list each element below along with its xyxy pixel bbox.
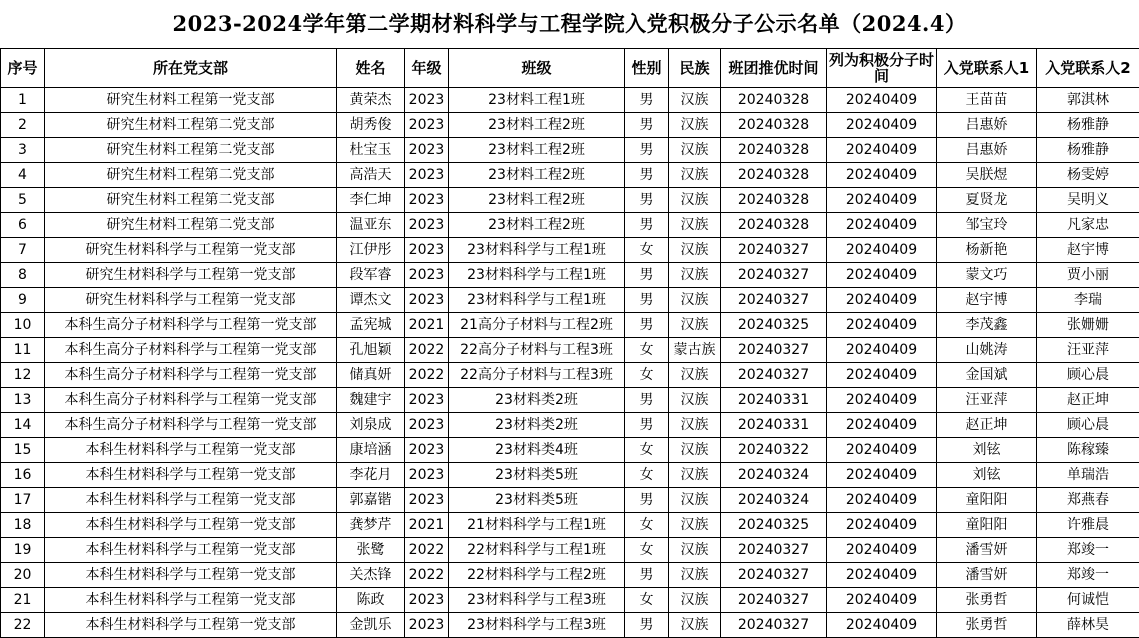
cell-contact-2: 郭淇林 [1037, 88, 1139, 113]
cell-ethnicity: 汉族 [669, 113, 721, 138]
table-row [1, 238, 1139, 263]
cell-grade: 2021 [405, 513, 449, 538]
cell-ethnicity: 汉族 [669, 313, 721, 338]
table-body [1, 88, 1139, 638]
table-row [1, 138, 1139, 163]
cell-ethnicity: 汉族 [669, 413, 721, 438]
cell-ethnicity: 汉族 [669, 588, 721, 613]
cell-grade: 2023 [405, 613, 449, 638]
cell-ethnicity: 汉族 [669, 188, 721, 213]
cell-recommend-date: 20240331 [721, 413, 827, 438]
cell-grade: 2023 [405, 238, 449, 263]
table-row [1, 313, 1139, 338]
cell-name: 李仁坤 [337, 188, 405, 213]
cell-contact-2: 顾心晨 [1037, 363, 1139, 388]
table-row [1, 363, 1139, 388]
cell-name: 孔旭颖 [337, 338, 405, 363]
cell-recommend-date: 20240327 [721, 238, 827, 263]
cell-gender: 女 [625, 238, 669, 263]
cell-contact-2: 吴明义 [1037, 188, 1139, 213]
header-row [1, 49, 1139, 88]
cell-gender: 男 [625, 413, 669, 438]
cell-contact-2: 汪亚萍 [1037, 338, 1139, 363]
cell-recommend-date: 20240331 [721, 388, 827, 413]
cell-contact-2: 赵正坤 [1037, 388, 1139, 413]
cell-recommend-date: 20240324 [721, 488, 827, 513]
cell-grade: 2021 [405, 313, 449, 338]
cell-class: 22材料科学与工程2班 [449, 563, 625, 588]
table-row [1, 338, 1139, 363]
table-row [1, 613, 1139, 638]
cell-contact-2: 杨雅静 [1037, 113, 1139, 138]
cell-contact-1: 潘雪妍 [937, 563, 1037, 588]
cell-activist-date: 20240409 [827, 363, 937, 388]
cell-branch: 本科生材料科学与工程第一党支部 [45, 488, 337, 513]
cell-ethnicity: 汉族 [669, 563, 721, 588]
cell-ethnicity: 汉族 [669, 213, 721, 238]
cell-index: 8 [1, 263, 45, 288]
cell-class: 23材料工程2班 [449, 188, 625, 213]
cell-class: 23材料科学与工程3班 [449, 588, 625, 613]
cell-branch: 本科生高分子材料科学与工程第一党支部 [45, 413, 337, 438]
cell-index: 15 [1, 438, 45, 463]
cell-activist-date: 20240409 [827, 438, 937, 463]
column-header-ethnicity: 民族 [669, 49, 721, 88]
cell-name: 李花月 [337, 463, 405, 488]
cell-recommend-date: 20240325 [721, 313, 827, 338]
cell-ethnicity: 汉族 [669, 163, 721, 188]
cell-ethnicity: 汉族 [669, 238, 721, 263]
cell-gender: 男 [625, 138, 669, 163]
cell-name: 康培涵 [337, 438, 405, 463]
cell-branch: 本科生材料科学与工程第一党支部 [45, 563, 337, 588]
cell-activist-date: 20240409 [827, 113, 937, 138]
cell-recommend-date: 20240327 [721, 563, 827, 588]
cell-gender: 男 [625, 313, 669, 338]
cell-contact-2: 郑竣一 [1037, 538, 1139, 563]
cell-gender: 女 [625, 588, 669, 613]
cell-branch: 研究生材料科学与工程第一党支部 [45, 263, 337, 288]
table-row [1, 413, 1139, 438]
cell-ethnicity: 汉族 [669, 538, 721, 563]
cell-index: 4 [1, 163, 45, 188]
cell-recommend-date: 20240328 [721, 188, 827, 213]
cell-grade: 2023 [405, 88, 449, 113]
cell-contact-2: 郑竣一 [1037, 563, 1139, 588]
cell-contact-1: 刘铉 [937, 463, 1037, 488]
cell-activist-date: 20240409 [827, 588, 937, 613]
cell-grade: 2023 [405, 588, 449, 613]
cell-contact-2: 贾小丽 [1037, 263, 1139, 288]
cell-gender: 男 [625, 163, 669, 188]
table-row [1, 488, 1139, 513]
cell-activist-date: 20240409 [827, 613, 937, 638]
cell-index: 14 [1, 413, 45, 438]
cell-branch: 本科生高分子材料科学与工程第一党支部 [45, 363, 337, 388]
cell-contact-1: 吕惠娇 [937, 138, 1037, 163]
cell-branch: 本科生材料科学与工程第一党支部 [45, 538, 337, 563]
cell-gender: 女 [625, 538, 669, 563]
cell-grade: 2023 [405, 138, 449, 163]
cell-grade: 2023 [405, 163, 449, 188]
table-row [1, 538, 1139, 563]
column-header-grade: 年级 [405, 49, 449, 88]
cell-ethnicity: 汉族 [669, 138, 721, 163]
cell-class: 23材料类2班 [449, 388, 625, 413]
cell-class: 23材料科学与工程3班 [449, 613, 625, 638]
cell-name: 孟宪城 [337, 313, 405, 338]
cell-recommend-date: 20240327 [721, 338, 827, 363]
cell-index: 13 [1, 388, 45, 413]
cell-class: 21材料科学与工程1班 [449, 513, 625, 538]
cell-branch: 本科生高分子材料科学与工程第一党支部 [45, 338, 337, 363]
cell-name: 高浩天 [337, 163, 405, 188]
table-row [1, 438, 1139, 463]
cell-activist-date: 20240409 [827, 288, 937, 313]
cell-activist-date: 20240409 [827, 188, 937, 213]
cell-class: 23材料科学与工程1班 [449, 238, 625, 263]
cell-branch: 本科生材料科学与工程第一党支部 [45, 463, 337, 488]
cell-contact-1: 汪亚萍 [937, 388, 1037, 413]
cell-index: 11 [1, 338, 45, 363]
column-header-recommend-date: 班团推优时间 [721, 49, 827, 88]
column-header-class: 班级 [449, 49, 625, 88]
table-row [1, 563, 1139, 588]
cell-recommend-date: 20240327 [721, 588, 827, 613]
cell-contact-2: 单瑞浩 [1037, 463, 1139, 488]
cell-gender: 男 [625, 488, 669, 513]
cell-index: 20 [1, 563, 45, 588]
cell-index: 7 [1, 238, 45, 263]
cell-contact-2: 张姗姗 [1037, 313, 1139, 338]
table-row [1, 88, 1139, 113]
cell-class: 23材料类2班 [449, 413, 625, 438]
cell-contact-1: 吕惠娇 [937, 113, 1037, 138]
cell-grade: 2023 [405, 113, 449, 138]
cell-name: 储真妍 [337, 363, 405, 388]
cell-class: 23材料科学与工程1班 [449, 263, 625, 288]
cell-name: 胡秀俊 [337, 113, 405, 138]
table-row [1, 263, 1139, 288]
cell-recommend-date: 20240327 [721, 363, 827, 388]
cell-contact-1: 吴朕煜 [937, 163, 1037, 188]
cell-activist-date: 20240409 [827, 538, 937, 563]
cell-gender: 女 [625, 363, 669, 388]
cell-name: 金凯乐 [337, 613, 405, 638]
cell-class: 23材料工程2班 [449, 213, 625, 238]
column-header-branch: 所在党支部 [45, 49, 337, 88]
cell-branch: 本科生材料科学与工程第一党支部 [45, 513, 337, 538]
cell-contact-1: 邹宝玲 [937, 213, 1037, 238]
cell-contact-2: 杨雯婷 [1037, 163, 1139, 188]
cell-activist-date: 20240409 [827, 338, 937, 363]
cell-class: 23材料科学与工程1班 [449, 288, 625, 313]
cell-contact-1: 山姚涛 [937, 338, 1037, 363]
cell-branch: 本科生材料科学与工程第一党支部 [45, 613, 337, 638]
table-row [1, 588, 1139, 613]
cell-name: 黄荣杰 [337, 88, 405, 113]
cell-branch: 研究生材料工程第二党支部 [45, 188, 337, 213]
cell-ethnicity: 汉族 [669, 613, 721, 638]
cell-gender: 男 [625, 88, 669, 113]
cell-contact-1: 李茂鑫 [937, 313, 1037, 338]
cell-branch: 研究生材料工程第二党支部 [45, 138, 337, 163]
cell-branch: 本科生高分子材料科学与工程第一党支部 [45, 388, 337, 413]
table-row [1, 213, 1139, 238]
cell-branch: 研究生材料工程第一党支部 [45, 88, 337, 113]
cell-class: 23材料类4班 [449, 438, 625, 463]
cell-name: 陈政 [337, 588, 405, 613]
cell-name: 龚梦芹 [337, 513, 405, 538]
cell-activist-date: 20240409 [827, 413, 937, 438]
cell-contact-1: 童阳阳 [937, 488, 1037, 513]
cell-contact-1: 赵宇博 [937, 288, 1037, 313]
cell-class: 23材料类5班 [449, 488, 625, 513]
cell-gender: 男 [625, 263, 669, 288]
column-header-gender: 性别 [625, 49, 669, 88]
roster-table [0, 48, 1139, 638]
cell-recommend-date: 20240327 [721, 613, 827, 638]
cell-branch: 本科生材料科学与工程第一党支部 [45, 588, 337, 613]
cell-activist-date: 20240409 [827, 463, 937, 488]
cell-recommend-date: 20240327 [721, 263, 827, 288]
cell-recommend-date: 20240328 [721, 113, 827, 138]
cell-contact-2: 薛林昊 [1037, 613, 1139, 638]
table-row [1, 463, 1139, 488]
cell-gender: 女 [625, 338, 669, 363]
cell-grade: 2023 [405, 413, 449, 438]
cell-name: 刘泉成 [337, 413, 405, 438]
cell-class: 23材料类5班 [449, 463, 625, 488]
cell-recommend-date: 20240328 [721, 213, 827, 238]
cell-branch: 本科生材料科学与工程第一党支部 [45, 438, 337, 463]
cell-activist-date: 20240409 [827, 388, 937, 413]
cell-index: 9 [1, 288, 45, 313]
cell-recommend-date: 20240327 [721, 538, 827, 563]
cell-class: 23材料工程2班 [449, 163, 625, 188]
table-row [1, 288, 1139, 313]
cell-grade: 2023 [405, 188, 449, 213]
cell-recommend-date: 20240328 [721, 138, 827, 163]
cell-activist-date: 20240409 [827, 88, 937, 113]
cell-contact-1: 潘雪妍 [937, 538, 1037, 563]
cell-gender: 男 [625, 213, 669, 238]
cell-contact-1: 王苗苗 [937, 88, 1037, 113]
cell-grade: 2022 [405, 563, 449, 588]
cell-ethnicity: 汉族 [669, 263, 721, 288]
cell-ethnicity: 汉族 [669, 488, 721, 513]
cell-grade: 2023 [405, 388, 449, 413]
cell-contact-1: 蒙文巧 [937, 263, 1037, 288]
column-header-contact-2: 入党联系人2 [1037, 49, 1139, 88]
column-header-contact-1: 入党联系人1 [937, 49, 1037, 88]
cell-ethnicity: 蒙古族 [669, 338, 721, 363]
cell-grade: 2023 [405, 438, 449, 463]
cell-activist-date: 20240409 [827, 238, 937, 263]
cell-contact-2: 顾心晨 [1037, 413, 1139, 438]
cell-ethnicity: 汉族 [669, 88, 721, 113]
column-header-index: 序号 [1, 49, 45, 88]
cell-name: 温亚东 [337, 213, 405, 238]
cell-index: 5 [1, 188, 45, 213]
table-row [1, 188, 1139, 213]
cell-grade: 2022 [405, 338, 449, 363]
cell-gender: 男 [625, 188, 669, 213]
cell-contact-2: 杨雅静 [1037, 138, 1139, 163]
cell-gender: 女 [625, 438, 669, 463]
cell-ethnicity: 汉族 [669, 438, 721, 463]
cell-name: 关杰锋 [337, 563, 405, 588]
cell-recommend-date: 20240322 [721, 438, 827, 463]
cell-ethnicity: 汉族 [669, 288, 721, 313]
cell-contact-1: 金国斌 [937, 363, 1037, 388]
cell-activist-date: 20240409 [827, 263, 937, 288]
cell-ethnicity: 汉族 [669, 388, 721, 413]
table-row [1, 163, 1139, 188]
cell-activist-date: 20240409 [827, 163, 937, 188]
cell-class: 22高分子材料与工程3班 [449, 363, 625, 388]
cell-activist-date: 20240409 [827, 213, 937, 238]
cell-gender: 男 [625, 113, 669, 138]
cell-branch: 研究生材料工程第二党支部 [45, 163, 337, 188]
cell-name: 张鹭 [337, 538, 405, 563]
cell-gender: 男 [625, 388, 669, 413]
cell-recommend-date: 20240328 [721, 163, 827, 188]
cell-activist-date: 20240409 [827, 513, 937, 538]
page-title: 2023-2024学年第二学期材料科学与工程学院入党积极分子公示名单（2024.4） [0, 0, 1139, 48]
cell-class: 23材料工程2班 [449, 138, 625, 163]
cell-index: 3 [1, 138, 45, 163]
cell-name: 郭嘉锴 [337, 488, 405, 513]
cell-grade: 2022 [405, 363, 449, 388]
cell-contact-1: 张勇哲 [937, 588, 1037, 613]
cell-index: 18 [1, 513, 45, 538]
table-row [1, 388, 1139, 413]
cell-ethnicity: 汉族 [669, 513, 721, 538]
cell-activist-date: 20240409 [827, 313, 937, 338]
table-row [1, 513, 1139, 538]
cell-contact-1: 杨新艳 [937, 238, 1037, 263]
cell-recommend-date: 20240325 [721, 513, 827, 538]
column-header-name: 姓名 [337, 49, 405, 88]
table-header [1, 49, 1139, 88]
cell-name: 杜宝玉 [337, 138, 405, 163]
cell-grade: 2023 [405, 213, 449, 238]
cell-index: 6 [1, 213, 45, 238]
cell-index: 10 [1, 313, 45, 338]
cell-contact-2: 赵宇博 [1037, 238, 1139, 263]
cell-contact-2: 陈稼臻 [1037, 438, 1139, 463]
cell-gender: 女 [625, 463, 669, 488]
cell-name: 江伊彤 [337, 238, 405, 263]
cell-name: 谭杰文 [337, 288, 405, 313]
cell-contact-2: 凡家忠 [1037, 213, 1139, 238]
cell-class: 23材料工程1班 [449, 88, 625, 113]
cell-index: 21 [1, 588, 45, 613]
cell-contact-2: 郑燕春 [1037, 488, 1139, 513]
cell-recommend-date: 20240327 [721, 288, 827, 313]
cell-activist-date: 20240409 [827, 138, 937, 163]
cell-grade: 2023 [405, 488, 449, 513]
cell-branch: 研究生材料工程第二党支部 [45, 113, 337, 138]
cell-grade: 2023 [405, 263, 449, 288]
cell-branch: 研究生材料科学与工程第一党支部 [45, 288, 337, 313]
cell-contact-2: 何诚恺 [1037, 588, 1139, 613]
cell-contact-1: 刘铉 [937, 438, 1037, 463]
cell-contact-2: 许雅晨 [1037, 513, 1139, 538]
cell-gender: 男 [625, 288, 669, 313]
cell-grade: 2023 [405, 288, 449, 313]
cell-class: 23材料工程2班 [449, 113, 625, 138]
cell-gender: 男 [625, 563, 669, 588]
cell-index: 19 [1, 538, 45, 563]
column-header-activist-date: 列为积极分子时间 [827, 49, 937, 88]
cell-branch: 研究生材料科学与工程第一党支部 [45, 238, 337, 263]
cell-activist-date: 20240409 [827, 563, 937, 588]
cell-ethnicity: 汉族 [669, 463, 721, 488]
cell-grade: 2022 [405, 538, 449, 563]
cell-name: 段军睿 [337, 263, 405, 288]
cell-gender: 女 [625, 513, 669, 538]
cell-recommend-date: 20240328 [721, 88, 827, 113]
cell-index: 2 [1, 113, 45, 138]
table-row [1, 113, 1139, 138]
cell-index: 12 [1, 363, 45, 388]
cell-grade: 2023 [405, 463, 449, 488]
cell-gender: 男 [625, 613, 669, 638]
cell-branch: 研究生材料工程第二党支部 [45, 213, 337, 238]
cell-class: 21高分子材料与工程2班 [449, 313, 625, 338]
cell-index: 16 [1, 463, 45, 488]
cell-ethnicity: 汉族 [669, 363, 721, 388]
cell-index: 22 [1, 613, 45, 638]
cell-activist-date: 20240409 [827, 488, 937, 513]
cell-name: 魏建宇 [337, 388, 405, 413]
cell-contact-1: 童阳阳 [937, 513, 1037, 538]
cell-branch: 本科生高分子材料科学与工程第一党支部 [45, 313, 337, 338]
cell-index: 17 [1, 488, 45, 513]
cell-contact-1: 赵正坤 [937, 413, 1037, 438]
cell-contact-2: 李瑞 [1037, 288, 1139, 313]
cell-contact-1: 夏贤龙 [937, 188, 1037, 213]
cell-recommend-date: 20240324 [721, 463, 827, 488]
cell-index: 1 [1, 88, 45, 113]
cell-class: 22材料科学与工程1班 [449, 538, 625, 563]
cell-class: 22高分子材料与工程3班 [449, 338, 625, 363]
cell-contact-1: 张勇哲 [937, 613, 1037, 638]
